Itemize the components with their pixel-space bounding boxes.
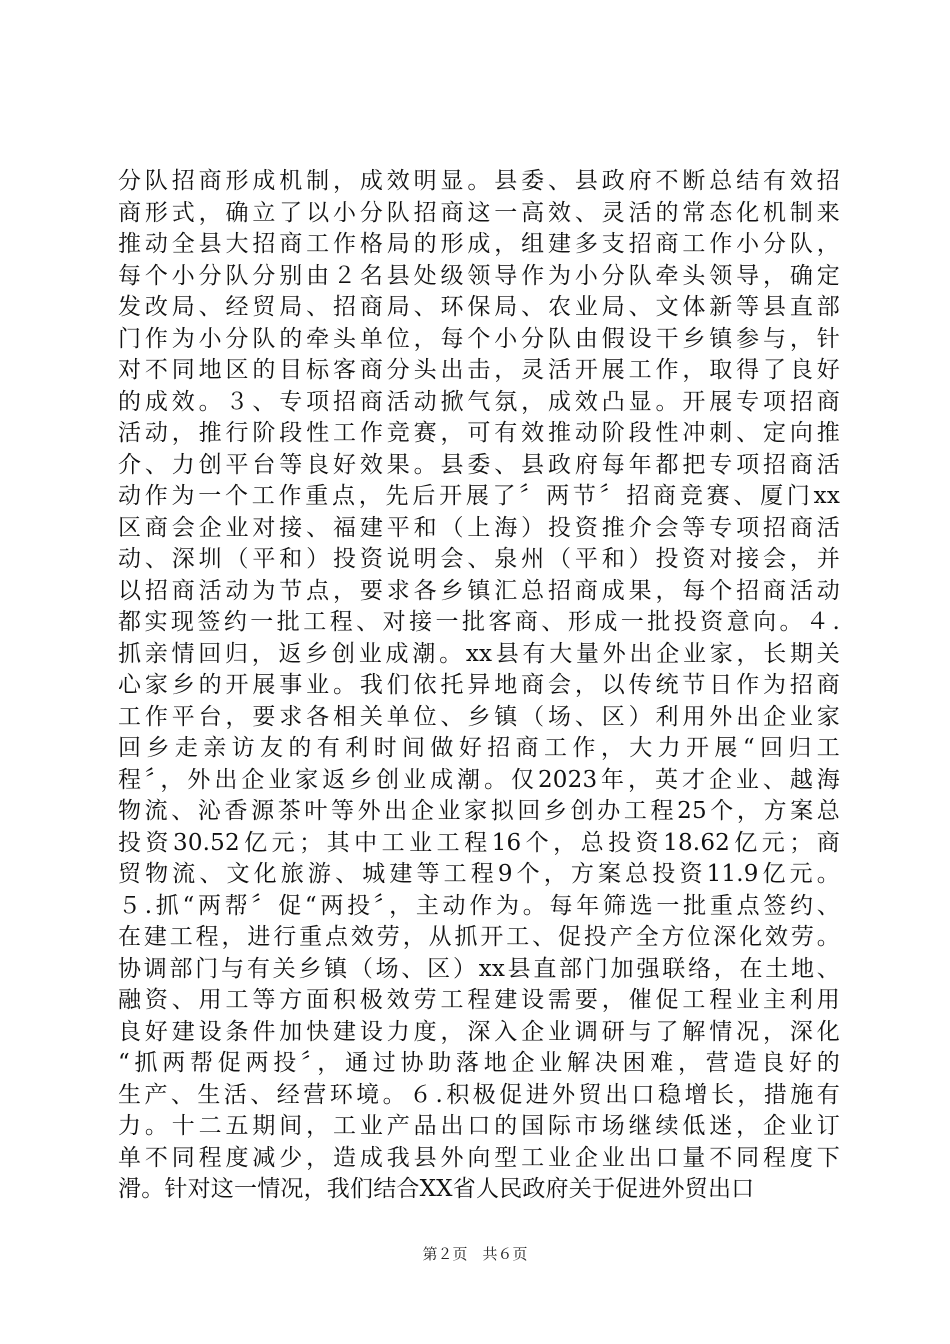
body-text-line: 介、力创平台等良好效果。县委、县政府每年都把专项招商活	[118, 451, 840, 478]
body-text-line: 程〞，外出企业家返乡创业成潮。仅2023年，英才企业、越海	[118, 766, 840, 793]
body-text-line: 在建工程，进行重点效劳，从抓开工、促投产全方位深化效劳。	[118, 924, 840, 950]
body-text-line: 动、深圳（平和）投资说明会、泉州（平和）投资对接会，并	[118, 546, 840, 572]
body-text-line: 融资、用工等方面积极效劳工程建设需要，催促工程业主利用	[118, 987, 840, 1013]
body-text-line: 活动，推行阶段性工作竞赛，可有效推动阶段性冲刺、定向推	[118, 420, 840, 446]
body-text-line: 工作平台，要求各相关单位、乡镇（场、区）利用外出企业家	[118, 703, 840, 730]
body-text-line: “抓两帮促两投〞，通过协助落地企业解决困难，营造良好的	[118, 1050, 840, 1076]
body-text-line: 协调部门与有关乡镇（场、区）xx县直部门加强联络，在土地、	[118, 955, 840, 982]
body-text-line: ５.抓“两帮〞促“两投〞，主动作为。每年筛选一批重点签约、	[118, 892, 840, 919]
body-text-line: 分队招商形成机制，成效明显。县委、县政府不断总结有效招	[118, 168, 840, 194]
body-text-line: 回乡走亲访友的有利时间做好招商工作，大力开展“回归工	[118, 735, 840, 761]
body-text-line: 以招商活动为节点，要求各乡镇汇总招商成果，每个招商活动	[118, 577, 840, 604]
document-body	[118, 166, 840, 1206]
body-text-line: 推动全县大招商工作格局的形成，组建多支招商工作小分队，	[118, 231, 840, 257]
body-text-line: 每个小分队分别由２名县处级领导作为小分队牵头领导，确定	[118, 262, 840, 289]
body-text-line: 良好建设条件加快建设力度，深入企业调研与了解情况，深化	[118, 1018, 840, 1045]
body-text-line: 物流、沁香源茶叶等外出企业家拟回乡创办工程25个，方案总	[118, 798, 840, 824]
body-text-line: 对不同地区的目标客商分头出击，灵活开展工作，取得了良好	[118, 357, 840, 383]
body-text-line: 商形式，确立了以小分队招商这一高效、灵活的常态化机制来	[118, 199, 840, 226]
body-text-line: 动作为一个工作重点，先后开展了〞两节〞招商竞赛、厦门xx	[118, 483, 840, 509]
body-text-line: 心家乡的开展事业。我们依托异地商会，以传统节日作为招商	[118, 672, 840, 698]
body-text-line: 都实现签约一批工程、对接一批客商、形成一批投资意向。４.	[118, 609, 840, 635]
page-number-footer: 第２页 共６页	[422, 1245, 528, 1263]
body-text-line: 抓亲情回归，返乡创业成潮。xx县有大量外出企业家，长期关	[118, 640, 840, 667]
body-text-line: 滑。针对这一情况，我们结合XX省人民政府关于促进外贸出口	[118, 1176, 755, 1202]
body-text-line: 贸物流、文化旅游、城建等工程9个，方案总投资11.9亿元。	[118, 861, 840, 887]
body-text-line: 的成效。３、专项招商活动掀气氛，成效凸显。开展专项招商	[118, 388, 840, 415]
body-text-line: 单不同程度减少，造成我县外向型工业企业出口量不同程度下	[118, 1144, 840, 1171]
body-text-line: 投资30.52亿元；其中工业工程16个，总投资18.62亿元；商	[118, 829, 840, 856]
body-text-line: 力。十二五期间，工业产品出口的国际市场继续低迷，企业订	[118, 1113, 840, 1139]
body-text-line: 生产、生活、经营环境。６.积极促进外贸出口稳增长，措施有	[118, 1081, 840, 1108]
body-text-line: 区商会企业对接、福建平和（上海）投资推介会等专项招商活	[118, 514, 840, 541]
body-text-line: 门作为小分队的牵头单位，每个小分队由假设干乡镇参与，针	[118, 325, 840, 352]
body-text-line: 发改局、经贸局、招商局、环保局、农业局、文体新等县直部	[118, 294, 840, 320]
